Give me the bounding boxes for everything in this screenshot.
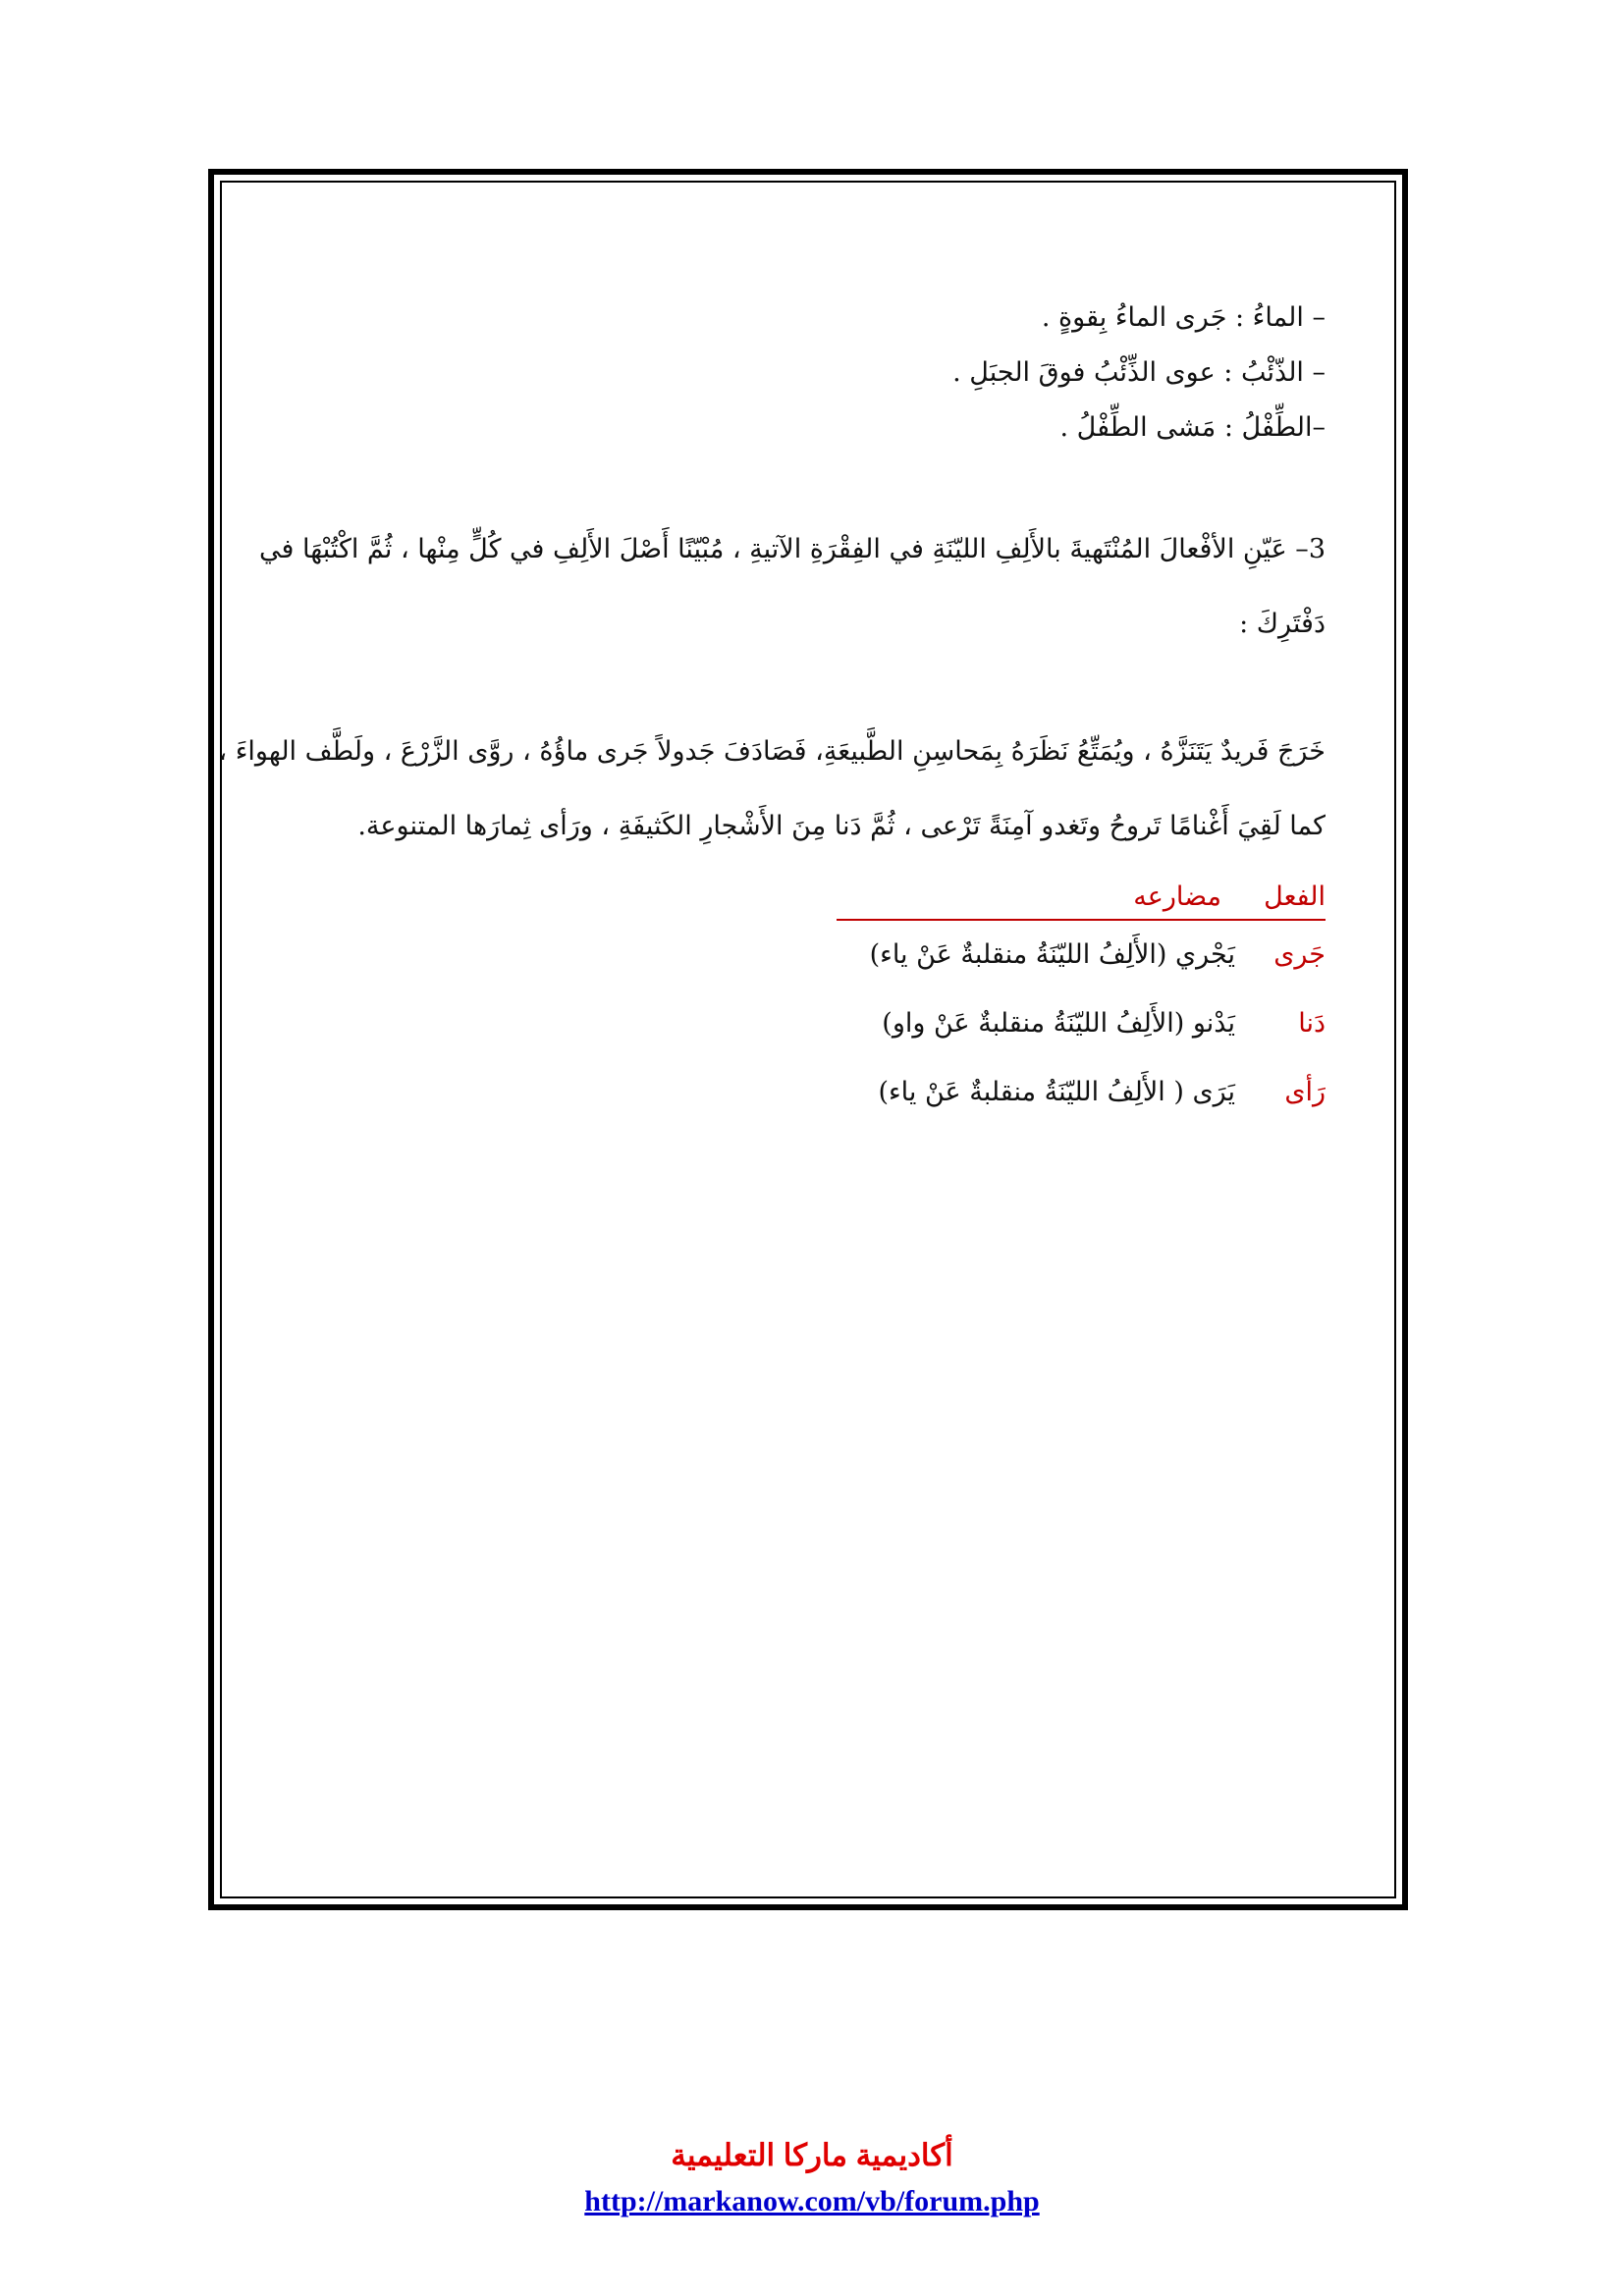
- exercise-line-2: دَفْتَرِكَ :: [1239, 609, 1326, 639]
- row-present: يَدْنو (الأَلِفُ الليّنَةُ منقلبةٌ عَنْ واو): [882, 1008, 1235, 1039]
- example-line: – الذّئْبُ : عوى الذِّئْبُ فوقَ الجبَلِ .: [952, 357, 1326, 388]
- example-line: – الماءُ : جَرى الماءُ بِقوةٍ .: [1041, 302, 1326, 333]
- passage-line-1: خَرَجَ فَريدٌ يَتَنَزَّهُ ، ويُمَتِّعُ نَظَرَهُ بِمَحاسِنِ الطَّبيعَةِ، فَصَادَفَ جَدولاً جَرى ماؤُهُ ، روَّى الزَّرْعَ ، ولَطَّف الهواءَ ،: [218, 736, 1326, 767]
- footer-title: أكاديمية ماركا التعليمية: [671, 2138, 953, 2172]
- passage-paragraph: [218, 715, 1326, 864]
- examples-list: [291, 291, 1326, 455]
- exercise-instruction: [259, 512, 1326, 662]
- header-present: مضارعه: [1133, 881, 1221, 912]
- answer-table: [837, 876, 1326, 1127]
- row-present: يَرَى ( الأَلِفُ الليّنَةُ منقلبةٌ عَنْ ياء): [878, 1077, 1235, 1107]
- exercise-line-1: 3– عَيّنِ الأفْعالَ المُنْتَهيةَ بالأَلِفِ الليّنَةِ في الفِقْرَةِ الآتيةِ ، مُبْيّنًا أَصْلَ الأَلِفِ في كُلٍّ مِنْها ، ثُمَّ اكْتُبْهَا في: [259, 534, 1326, 564]
- row-verb: رَأى: [1284, 1077, 1326, 1107]
- table-row: [837, 921, 1326, 989]
- example-line: –الطِّفْلُ : مَشى الطِّفْلُ .: [1059, 412, 1326, 443]
- header-verb: الفعل: [1264, 881, 1326, 912]
- worksheet-content: [218, 291, 1326, 1127]
- page-frame: [208, 169, 1408, 1910]
- answer-table-header: [837, 876, 1326, 921]
- row-present: يَجْري (الأَلِفُ الليّنَةُ منقلبةٌ عَنْ ياء): [869, 939, 1235, 970]
- passage-line-2: كما لَقِيَ أَغْنامًا تَروحُ وتَغدو آمِنَةً تَرْعى ، ثُمَّ دَنا مِنَ الأَشْجارِ الكَثيفَةِ ، ورَأى ثِمارَها المتنوعة.: [357, 811, 1326, 841]
- row-verb: جَرى: [1273, 939, 1326, 970]
- page-frame-inner: [220, 181, 1396, 1898]
- row-verb: دَنا: [1298, 1008, 1326, 1039]
- table-row: [837, 1058, 1326, 1127]
- footer-link[interactable]: http://markanow.com/vb/forum.php: [584, 2185, 1040, 2217]
- table-row: [837, 989, 1326, 1058]
